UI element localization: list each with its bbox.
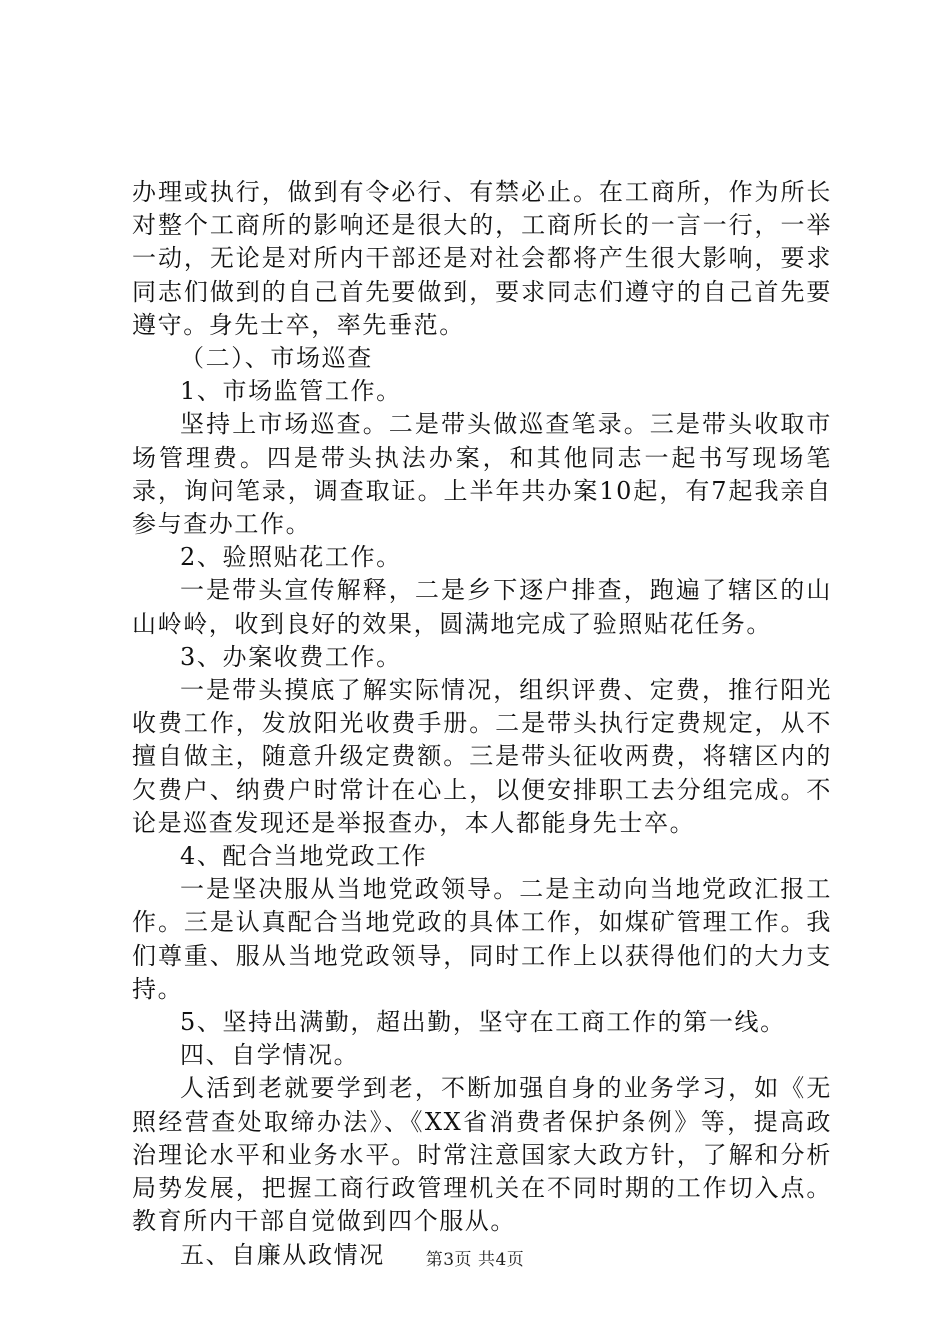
page-number-footer: 第3页 共4页: [425, 1250, 525, 1270]
paragraph-continued: 办理或执行，做到有令必行、有禁必止。在工商所，作为所长对整个工商所的影响还是很大的，工商所长的一言一行，一举一动，无论是对所内干部还是对社会都将产生很大影响，要求同志们做到的自己首先要做到，要求同志们遵守的自己首先要遵守。身先士卒，率先垂范。: [132, 178, 832, 339]
subheading-case-fees: 3、办案收费工作。: [180, 642, 402, 671]
paragraph-self-study: 人活到老就要学到老，不断加强自身的业务学习，如《无照经营查处取缔办法》、《XX省消费者保护条例》等，提高政治理论水平和业务水平。时常注意国家大政方针，了解和分析局势发展，把握工商行政管理机关在不同时期的工作切入点。教育所内干部自觉做到四个服从。: [132, 1074, 832, 1236]
paragraph-case-fees: 一是带头摸底了解实际情况，组织评费、定费，推行阳光收费工作，发放阳光收费手册。二是带头执行定费规定，从不擅自做主，随意升级定费额。三是带头征收两费，将辖区内的欠费户、纳费户时常计在心上，以便安排职工去分组完成。不论是巡查发现还是举报查办，本人都能身先士卒。: [132, 676, 832, 837]
paragraph-market-supervision: 坚持上市场巡查。二是带头做巡查笔录。三是带头收取市场管理费。四是带头执法办案，和其他同志一起书写现场笔录，询问笔录，调查取证。上半年共办案10起，有7起我亲自参与查办工作。: [132, 410, 832, 539]
paragraph-local-party-cooperation: 一是坚决服从当地党政领导。二是主动向当地党政汇报工作。三是认真配合当地党政的具体工作，如煤矿管理工作。我们尊重、服从当地党政领导，同时工作上以获得他们的大力支持。: [132, 875, 832, 1003]
subheading-local-party-cooperation: 4、配合当地党政工作: [180, 842, 428, 871]
subheading-license-inspection: 2、验照贴花工作。: [180, 543, 402, 572]
subheading-market-supervision: 1、市场监管工作。: [180, 377, 402, 406]
section-heading-market-patrol: （二）、市场巡查: [180, 344, 373, 373]
subheading-attendance: 5、坚持出满勤，超出勤，坚守在工商工作的第一线。: [180, 1008, 786, 1037]
section-heading-self-study: 四、自学情况。: [180, 1041, 360, 1070]
paragraph-license-inspection: 一是带头宣传解释，二是乡下逐户排查，跑遍了辖区的山山岭岭，收到良好的效果，圆满地完成了验照贴花任务。: [132, 576, 832, 638]
document-body: [132, 176, 832, 1272]
section-heading-integrity: 五、自廉从政情况: [180, 1240, 385, 1269]
